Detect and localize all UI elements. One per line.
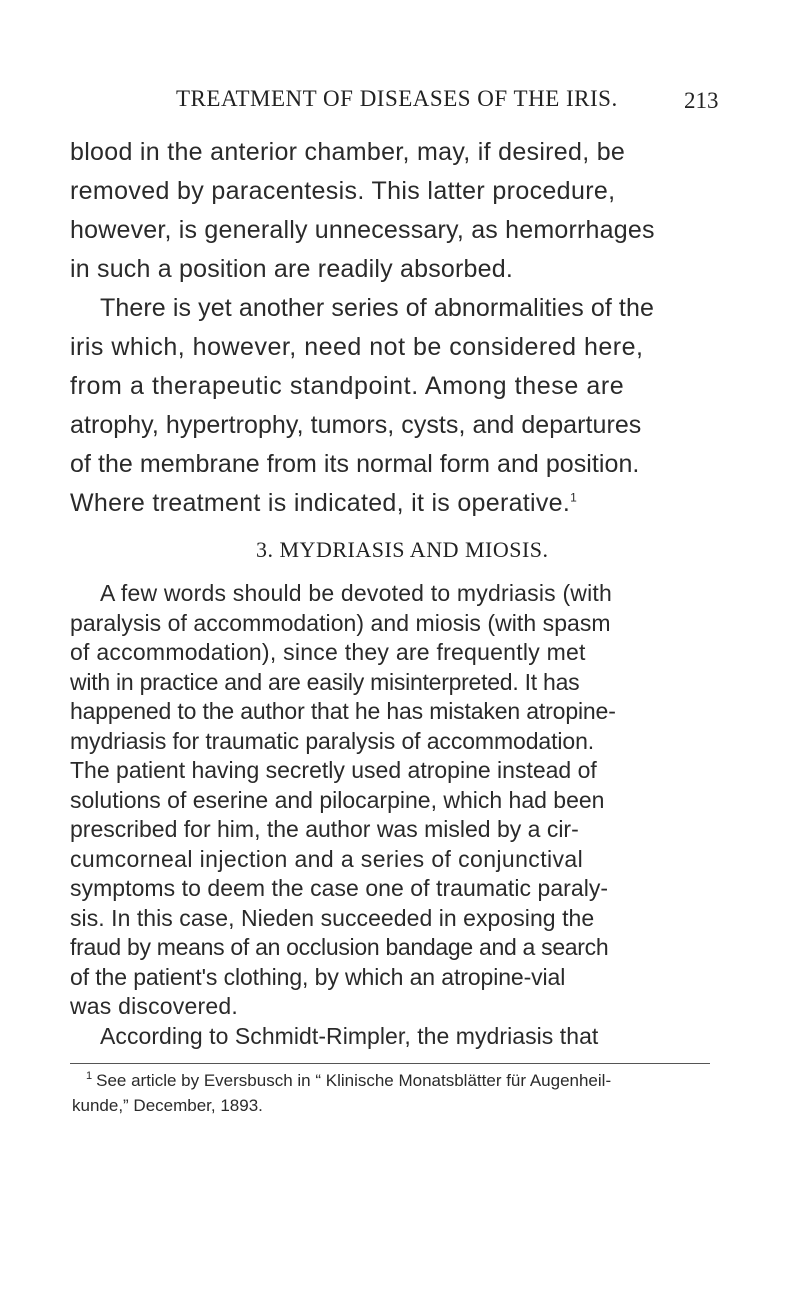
footnote-text: See article by Eversbusch in “ Klinische Monatsblätter für Augenheil- <box>96 1071 612 1090</box>
section-line: happened to the author that he has mistaken atropine- <box>70 698 616 724</box>
body-line: however, is generally unnecessary, as hemorrhages <box>70 216 655 244</box>
body-line: in such a position are readily absorbed. <box>70 255 513 283</box>
section-line: mydriasis for traumatic paralysis of accommodation. <box>70 727 595 754</box>
section-line: of accommodation), since they are frequently met <box>70 639 586 665</box>
body-line: There is yet another series of abnormalities of the <box>100 294 654 322</box>
section-line: solutions of eserine and pilocarpine, which had been <box>70 786 605 813</box>
footnote-rule <box>70 1063 710 1064</box>
footnote-marker: 1 <box>86 1070 93 1083</box>
section-line: The patient having secretly used atropine instead of <box>70 757 597 783</box>
section-line: of the patient's clothing, by which an atropine-vial <box>70 963 566 990</box>
section-line: with in practice and are easily misinterpreted. It has <box>70 668 580 695</box>
body-line: atrophy, hypertrophy, tumors, cysts, and departures <box>70 411 642 439</box>
body-line-text: Where treatment is indicated, it is operative. <box>70 489 571 517</box>
body-line: from a therapeutic standpoint. Among these are <box>70 372 625 400</box>
body-line: of the membrane from its normal form and position. <box>70 450 640 478</box>
section-line: was discovered. <box>70 993 238 1019</box>
section-line: prescribed for him, the author was misled by a cir- <box>70 816 579 842</box>
body-line: iris which, however, need not be considered here, <box>70 333 644 361</box>
body-line: blood in the anterior chamber, may, if desired, be <box>70 138 626 166</box>
section-line: cumcorneal injection and a series of conjunctival <box>70 845 584 872</box>
section-line: paralysis of accommodation) and miosis (with spasm <box>70 609 611 636</box>
running-head: TREATMENT OF DISEASES OF THE IRIS. <box>176 86 618 111</box>
section-line: fraud by means of an occlusion bandage and a search <box>70 934 609 960</box>
footnote-reference: 1 <box>570 490 578 505</box>
body-line: removed by paracentesis. This latter procedure, <box>70 177 616 205</box>
body-line-with-note <box>70 489 577 518</box>
section-heading: 3. MYDRIASIS AND MIOSIS. <box>256 537 549 562</box>
page-number: 213 <box>684 88 719 113</box>
section-line: sis. In this case, Nieden succeeded in exposing the <box>70 904 595 931</box>
section-line: According to Schmidt-Rimpler, the mydriasis that <box>100 1022 599 1049</box>
section-line: A few words should be devoted to mydriasis (with <box>100 580 613 606</box>
footnote-line <box>86 1071 611 1091</box>
footnote-line-continued: kunde,” December, 1893. <box>72 1096 263 1115</box>
section-line: symptoms to deem the case one of traumatic paraly- <box>70 875 609 901</box>
